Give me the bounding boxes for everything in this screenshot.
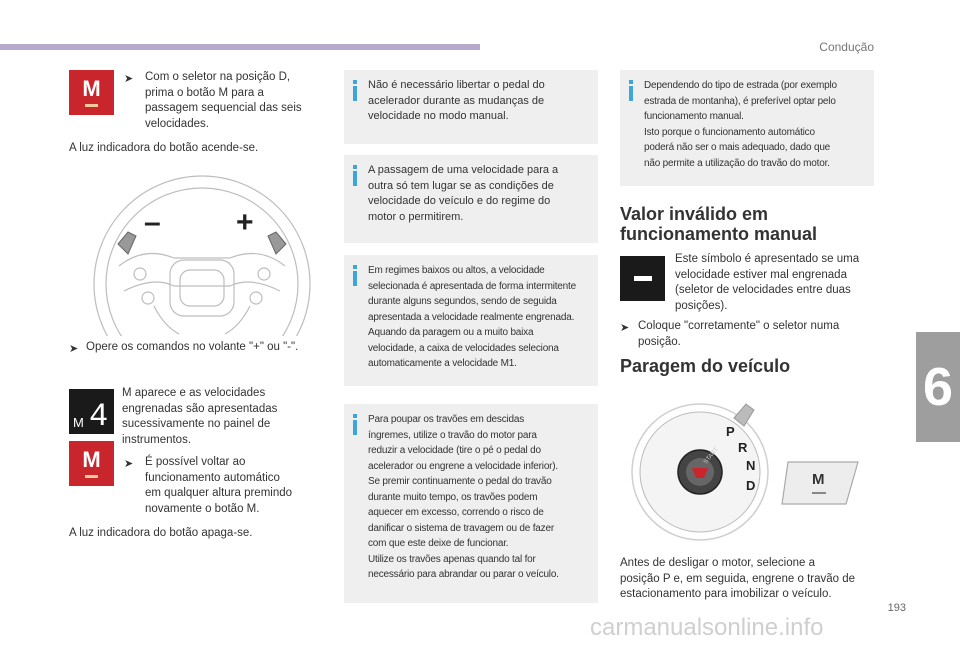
heading-line: funcionamento manual xyxy=(620,224,818,244)
text-line: selecionada é apresentada de forma intermitente xyxy=(368,280,576,292)
paragraph-light-off: A luz indicadora do botão apaga-se. xyxy=(69,527,253,539)
text-line: velocidades. xyxy=(145,117,209,130)
gear-selector-icon xyxy=(622,400,862,550)
text-line: instrumentos. xyxy=(122,433,192,446)
heading-line: Valor inválido em xyxy=(620,204,769,224)
gear-display-icon xyxy=(69,389,114,434)
text-line: posições). xyxy=(675,299,728,312)
text-line: automaticamente a velocidade M1. xyxy=(368,358,517,369)
display-m-letter: M xyxy=(73,415,84,430)
paragraph-m-appears xyxy=(122,386,277,448)
info-icon xyxy=(353,80,357,102)
gear-start-label: START xyxy=(702,446,720,466)
text-line: Antes de desligar o motor, selecione a xyxy=(620,557,815,569)
text-line: Isto porque o funcionamento automático xyxy=(644,126,815,138)
m-button-letter: M xyxy=(82,76,101,101)
header-bar xyxy=(0,44,480,50)
info-icon xyxy=(353,265,357,287)
paragraph-wheel-controls: Opere os comandos no volante "+" ou "-". xyxy=(86,341,299,353)
m-button-icon xyxy=(69,70,114,115)
watermark: carmanualsonline.info xyxy=(590,614,824,641)
text-line: novamente o botão M. xyxy=(145,502,260,515)
paragraph-stop-instructions xyxy=(620,556,855,603)
info-icon xyxy=(353,414,357,436)
text-line: reduzir a velocidade (tire o pé o pedal do xyxy=(368,445,541,456)
text-line: estrada de montanha), é preferível optar pelo xyxy=(644,95,836,107)
text-line: Dependendo do tipo de estrada (por exemplo xyxy=(644,80,837,91)
paragraph-selector-d xyxy=(145,70,302,132)
bullet-arrow-icon: ➤ xyxy=(69,343,79,355)
text-line: funcionamento manual. xyxy=(644,111,744,122)
m-button-bar xyxy=(85,475,98,478)
paragraph-light-on: A luz indicadora do botão acende-se. xyxy=(69,142,259,154)
text-line: Com o seletor na posição D, xyxy=(145,71,291,83)
chapter-number: 6 xyxy=(922,357,954,417)
gear-selector-illustration xyxy=(622,400,862,550)
text-line: Para poupar os travões em descidas xyxy=(368,414,525,425)
m-button-letter: M xyxy=(82,447,101,472)
info-note xyxy=(344,155,598,243)
invalid-gear-icon xyxy=(620,256,665,301)
paragraph-return-auto xyxy=(145,455,292,517)
m-button-bar xyxy=(85,104,98,107)
text-line: danificar o sistema de travagem ou de fazer xyxy=(368,522,554,534)
gear-letter-r: R xyxy=(738,440,748,455)
info-note xyxy=(344,255,598,386)
text-line: necessário para abrandar ou parar o veículo. xyxy=(368,569,559,580)
text-line: Em regimes baixos ou altos, a velocidade xyxy=(368,265,545,276)
text-line: Este símbolo é apresentado se uma xyxy=(675,253,860,265)
text-line: prima o botão M para a xyxy=(145,86,264,99)
text-line: Se premir continuamente o pedal do travão xyxy=(368,476,552,487)
text-line: íngremes, utilize o travão do motor para xyxy=(368,429,537,441)
paragraph-invalid-symbol xyxy=(675,252,859,314)
bullet-arrow-icon: ➤ xyxy=(124,73,134,85)
text-line: sucessivamente no painel de xyxy=(122,418,271,430)
wheel-minus-label: – xyxy=(144,206,161,239)
text-line: passagem sequencial das seis xyxy=(145,102,302,114)
steering-wheel-icon xyxy=(84,166,320,336)
info-note xyxy=(344,70,598,144)
text-line: posição. xyxy=(638,335,681,348)
gear-m-button-label: M xyxy=(812,471,825,488)
heading-vehicle-stop: Paragem do veículo xyxy=(620,356,791,376)
text-line: poderá não ser o mais adequado, dado que xyxy=(644,142,831,153)
text-line: durante muito tempo, os travões podem xyxy=(368,491,538,503)
text-line: com que este deixe de funcionar. xyxy=(368,538,509,549)
gear-letter-p: P xyxy=(726,424,735,439)
text-line: não permite a utilização do travão do motor. xyxy=(644,157,830,169)
text-line: velocidade, a caixa de velocidades seleciona xyxy=(368,342,559,354)
paragraph-place-selector xyxy=(638,319,839,350)
text-line: em qualquer altura premindo xyxy=(145,487,293,499)
info-note xyxy=(344,404,598,603)
text-line: Coloque "corretamente" o seletor numa xyxy=(638,320,840,332)
text-line: velocidade no modo manual. xyxy=(368,110,509,122)
text-line: A passagem de uma velocidade para a xyxy=(368,164,559,176)
display-gear-number: 4 xyxy=(89,398,109,434)
info-note xyxy=(620,70,874,186)
text-line: aquecer em excesso, correndo o risco de xyxy=(368,507,544,518)
heading-invalid-value xyxy=(620,204,817,244)
m-button-icon xyxy=(69,441,114,486)
text-line: apresentada a velocidade realmente engrenada. xyxy=(368,311,575,323)
text-line: Aquando da paragem ou a muito baixa xyxy=(368,327,534,338)
wheel-plus-label: + xyxy=(236,206,254,239)
text-line: outra só tem lugar se as condições de xyxy=(368,179,554,192)
info-icon xyxy=(353,165,357,187)
text-line: velocidade estiver mal engrenada xyxy=(675,268,847,281)
text-line: durante alguns segundos, sendo de seguida xyxy=(368,296,557,307)
text-line: velocidade do veículo e do regime do xyxy=(368,195,551,207)
text-line: acelerador ou engrene a velocidade inferior). xyxy=(368,460,559,472)
section-title: Condução xyxy=(819,40,874,54)
text-line: Utilize os travões apenas quando tal for xyxy=(368,553,536,565)
text-line: (seletor de velocidades entre duas xyxy=(675,284,851,296)
text-line: posição P e, em seguida, engrene o travão de xyxy=(620,572,856,585)
bullet-arrow-icon: ➤ xyxy=(620,322,630,334)
text-line: estacionamento para imobilizar o veículo. xyxy=(620,588,832,600)
info-icon xyxy=(629,80,633,102)
chapter-tab xyxy=(916,332,960,442)
gear-letter-d: D xyxy=(746,478,756,493)
text-line: engrenadas são apresentadas xyxy=(122,402,278,415)
text-line: É possível voltar ao xyxy=(145,456,246,468)
steering-wheel-illustration xyxy=(84,166,320,336)
bullet-arrow-icon: ➤ xyxy=(124,458,134,470)
text-line: acelerador durante as mudanças de xyxy=(368,94,545,107)
page-number: 193 xyxy=(887,602,906,614)
gear-letter-n: N xyxy=(746,458,756,473)
text-line: Não é necessário libertar o pedal do xyxy=(368,79,545,91)
text-line: funcionamento automático xyxy=(145,471,280,484)
text-line: motor o permitirem. xyxy=(368,210,464,223)
text-line: M aparece e as velocidades xyxy=(122,387,266,399)
